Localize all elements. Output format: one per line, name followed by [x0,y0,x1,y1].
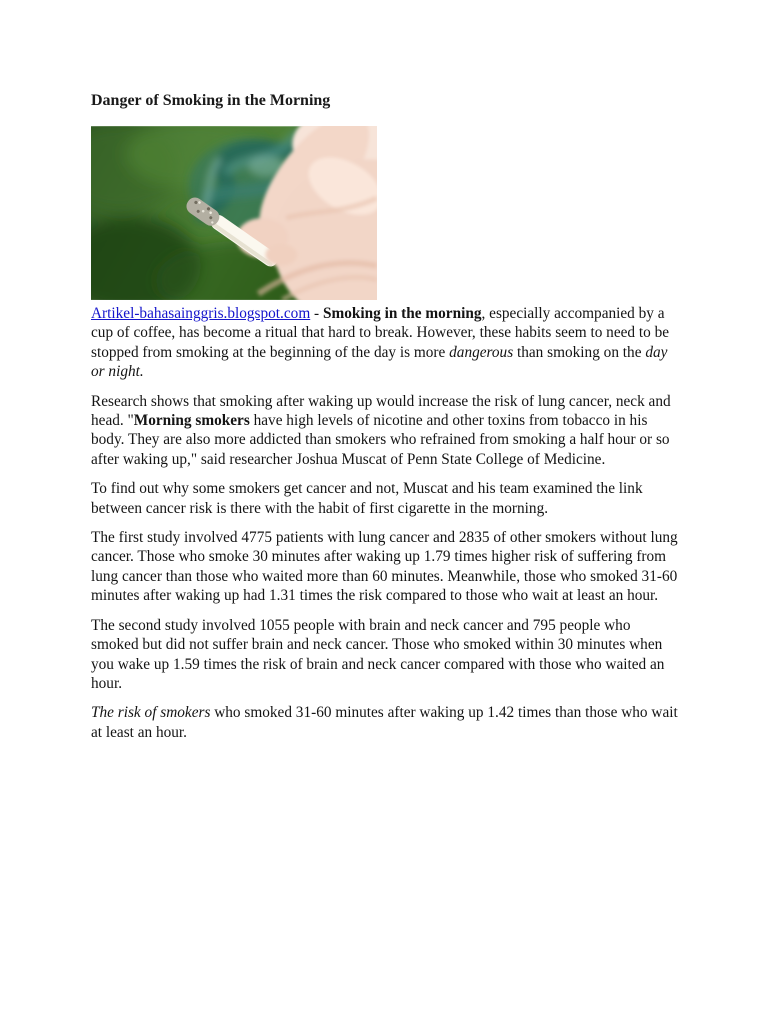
text-run: To find out why some smokers get cancer and not, Muscat and his team examined the link between cancer risk is there with the habit of first cigarette in the morning. [91,480,643,517]
text-run: - [310,305,323,322]
article-body [91,304,679,742]
document-content [91,92,679,752]
paragraph-5 [91,616,679,694]
article-photo-cigarette [91,126,377,300]
paragraph-4 [91,528,679,606]
text-run: have high levels of nicotine and other toxins from tobacco in his body. They are also more addicted than smokers who refrained from smoking a half hour or so after waking up," said researcher Joshua Muscat of Penn State College of Medicine. [91,412,670,468]
text-run: The first study involved 4775 patients with lung cancer and 2835 of other smokers without lung cancer. Those who smoke 30 minutes after waking up 1.79 times higher risk of suffering from lung cancer than those who waited more than 60 minutes. Meanwhile, those who smoked 31-60 minutes after waking up had 1.31 times the risk compared to those who wait at least an hour. [91,529,678,605]
text-run: The second study involved 1055 people with brain and neck cancer and 795 people who smoked but did not suffer brain and neck cancer. Those who smoked within 30 minutes when you wake up 1.59 times the risk of brain and neck cancer compared with those who waited an hour. [91,616,665,692]
paragraph-6 [91,703,679,742]
text-run: who smoked 31-60 minutes after waking up 1.42 times than those who wait at least an hour. [91,704,678,741]
text-run-bold: Smoking in the morning [322,305,482,322]
text-run-bold: Morning smokers [133,412,250,430]
text-run-italic: The risk of smokers [91,704,211,722]
cigarette-smoke-illustration [91,126,377,300]
paragraph-2 [91,392,679,470]
text-run: Research shows that smoking after waking up would increase the risk of lung cancer, neck and head. " [91,392,671,430]
text-run-italic: day or night. [91,343,668,381]
text-run: , especially accompanied by a cup of coffee, has become a ritual that hard to break. However, these habits seem to need to be stopped from smoking at the beginning of the day is more [91,305,670,361]
text-run-italic: dangerous [449,343,514,361]
blog-link[interactable]: Artikel-bahasainggris.blogspot.com [91,305,311,322]
text-run: than smoking on the [513,343,646,361]
paragraph-1 [91,304,679,382]
paragraph-3 [91,479,679,518]
fingertip [265,244,297,266]
document-title: Danger of Smoking in the Morning [91,92,331,109]
